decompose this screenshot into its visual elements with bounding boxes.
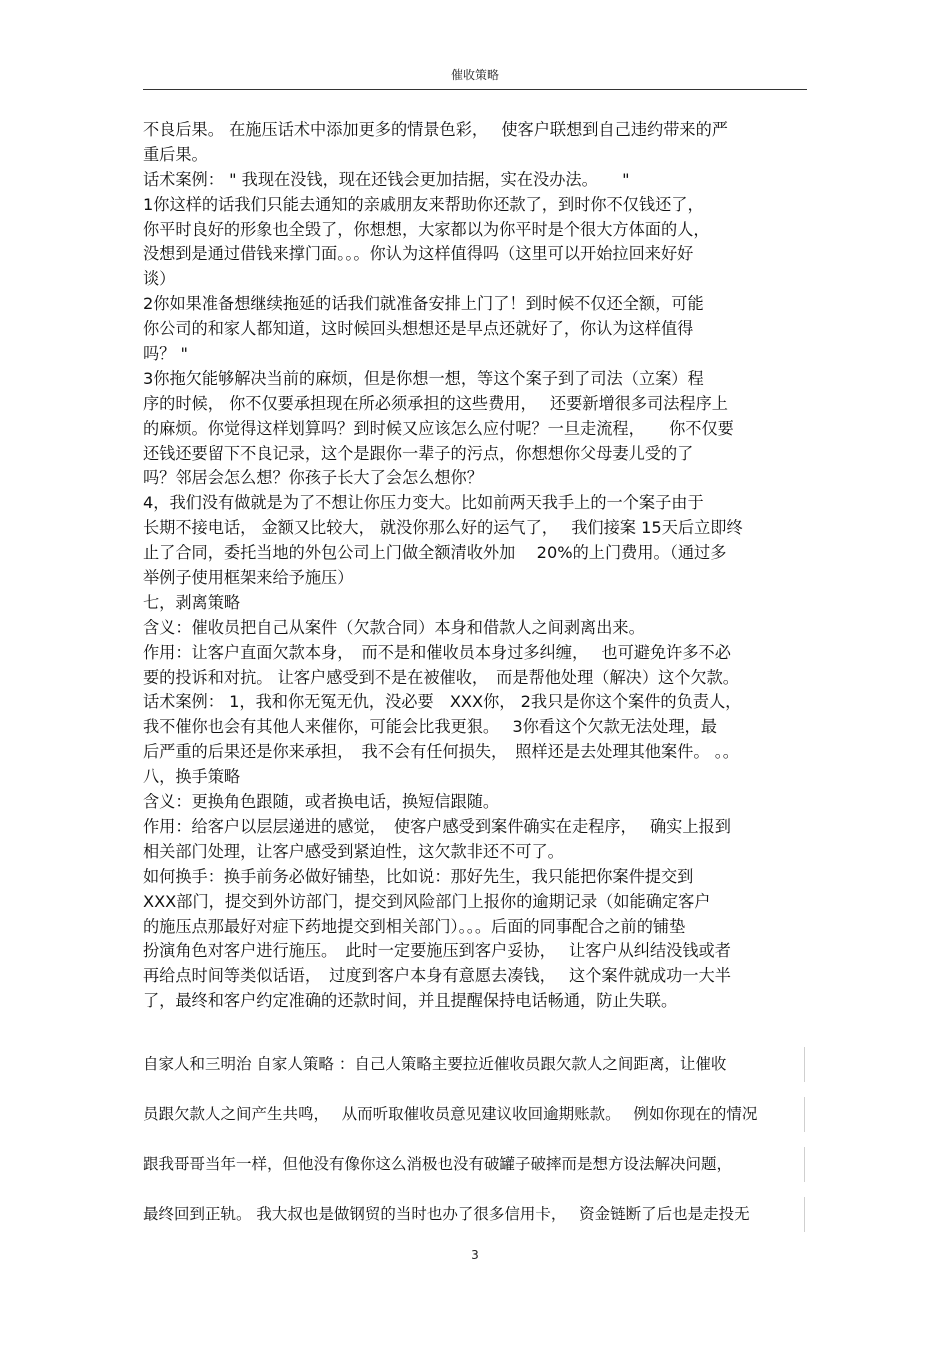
text-line: 没想到是通过借钱来撑门面。。。你认为这样值得吗（这里可以开始拉回来好好 <box>143 244 694 264</box>
text-line: 如何换手：换手前务必做好铺垫，比如说：那好先生，我只能把你案件提交到 <box>143 866 694 886</box>
text-line: 还钱还要留下不良记录，这个是跟你一辈子的污点，你想想你父母妻儿受的了 <box>143 443 694 463</box>
text-line: 吗？邻居会怎么想？你孩子长大了会怎么想你？ <box>143 468 483 488</box>
section-heading: 八，换手策略 <box>143 767 241 787</box>
vertical-divider <box>804 1097 805 1132</box>
body-text <box>143 118 807 1014</box>
text-line: 4，我们没有做就是为了不想让你压力变大。比如前两天我手上的一个案子由于 <box>143 493 704 513</box>
text-line: 的麻烦。你觉得这样划算吗？到时候又应该怎么应付呢？一旦走流程， 你不仅要 <box>143 418 734 438</box>
text-line: 扮演角色对客户进行施压。 此时一定要施压到客户妥协， 让客户从纠结没钱或者 <box>143 941 731 961</box>
text-line: 2你如果准备想继续拖延的话我们就准备安排上门了！到时候不仅还全额，可能 <box>143 294 704 314</box>
text-line: 的施压点那最好对症下药地提交到相关部门）。。。后面的同事配合之前的铺垫 <box>143 916 686 936</box>
text-line: 含义：催收员把自己从案件（欠款合同）本身和借款人之间剥离出来。 <box>143 617 645 637</box>
page-number: 3 <box>471 1248 479 1262</box>
section-heading: 七，剥离策略 <box>143 592 241 612</box>
lower-text-line <box>143 1147 807 1182</box>
text-line: XXX部门，提交到外访部门，提交到风险部门上报你的逾期记录（如能确定客户 <box>143 891 711 911</box>
header-divider <box>143 89 807 90</box>
lower-text: 员跟欠款人之间产生共鸣， 从而听取催收员意见建议收回逾期账款。 例如你现在的情况 <box>143 1105 758 1123</box>
text-line: 再给点时间等类似话语， 过度到客户本身有意愿去凑钱， 这个案件就成功一大半 <box>143 966 731 986</box>
vertical-divider <box>804 1047 805 1082</box>
text-line: 序的时候， 你不仅要承担现在所必须承担的这些费用， 还要新增很多司法程序上 <box>143 393 728 413</box>
text-line: 话术案例： " 我现在没钱，现在还钱会更加拮据，实在没办法。 " <box>143 169 630 189</box>
text-line: 1你这样的话我们只能去通知的亲戚朋友来帮助你还款了，到时你不仅钱还了， <box>143 194 704 214</box>
text-line: 我不催你也会有其他人来催你，可能会比我更狠。 3你看这个欠款无法处理，最 <box>143 717 717 737</box>
lower-text: 自家人和三明治 自家人策略 ：自己人策略主要拉近催收员跟欠款人之间距离，让催收 <box>143 1055 727 1073</box>
text-line: 3你拖欠能够解决当前的麻烦，但是你想一想，等这个案子到了司法（立案）程 <box>143 368 704 388</box>
text-line: 作用：让客户直面欠款本身， 而不是和催收员本身过多纠缠， 也可避免许多不必 <box>143 642 731 662</box>
lower-text-line <box>143 1047 807 1082</box>
lower-text-line <box>143 1197 807 1232</box>
lower-section <box>143 1047 807 1247</box>
text-line: 你平时良好的形象也全毁了，你想想，大家都以为你平时是个很大方体面的人， <box>143 219 710 239</box>
page-header: 催收策略 <box>450 68 499 82</box>
text-line: 了，最终和客户约定准确的还款时间，并且提醒保持电话畅通，防止失联。 <box>143 991 678 1011</box>
text-line: 话术案例： 1，我和你无冤无仇，没必要 XXX你， 2我只是你这个案件的负责人， <box>143 692 742 712</box>
text-line: 长期不接电话， 金额又比较大， 就没你那么好的运气了， 我们接案 15天后立即终 <box>143 518 743 538</box>
text-line: 作用：给客户以层层递进的感觉， 使客户感受到案件确实在走程序， 确实上报到 <box>143 816 731 836</box>
text-line: 重后果。 <box>143 144 208 164</box>
text-line: 不良后果。 在施压话术中添加更多的情景色彩， 使客户联想到自己违约带来的严 <box>143 120 728 139</box>
lower-text: 跟我哥哥当年一样，但他没有像你这么消极也没有破罐子破摔而是想方设法解决问题， <box>143 1155 733 1173</box>
text-line: 后严重的后果还是你来承担， 我不会有任何损失， 照样还是去处理其他案件。 。。 <box>143 742 739 762</box>
text-line: 举例子使用框架来给予施压） <box>143 568 354 588</box>
lower-text: 最终回到正轨。 我大叔也是做钢贸的当时也办了很多信用卡， 资金链断了后也是走投无 <box>143 1205 750 1223</box>
text-line: 止了合同，委托当地的外包公司上门做全额清收外加 20%的上门费用。（通过多 <box>143 543 727 563</box>
text-line: 含义：更换角色跟随，或者换电话，换短信跟随。 <box>143 792 500 812</box>
text-line: 谈） <box>143 269 176 289</box>
text-line: 你公司的和家人都知道，这时候回头想想还是早点还就好了，你认为这样值得 <box>143 319 694 339</box>
lower-text-line <box>143 1097 807 1132</box>
text-line: 吗？ " <box>143 344 188 364</box>
text-line: 相关部门处理，让客户感受到紧迫性，这欠款非还不可了。 <box>143 841 564 861</box>
vertical-divider <box>804 1147 805 1182</box>
text-line: 要的投诉和对抗。 让客户感受到不是在被催收， 而是帮他处理（解决）这个欠款。 <box>143 667 739 687</box>
vertical-divider <box>804 1197 805 1232</box>
